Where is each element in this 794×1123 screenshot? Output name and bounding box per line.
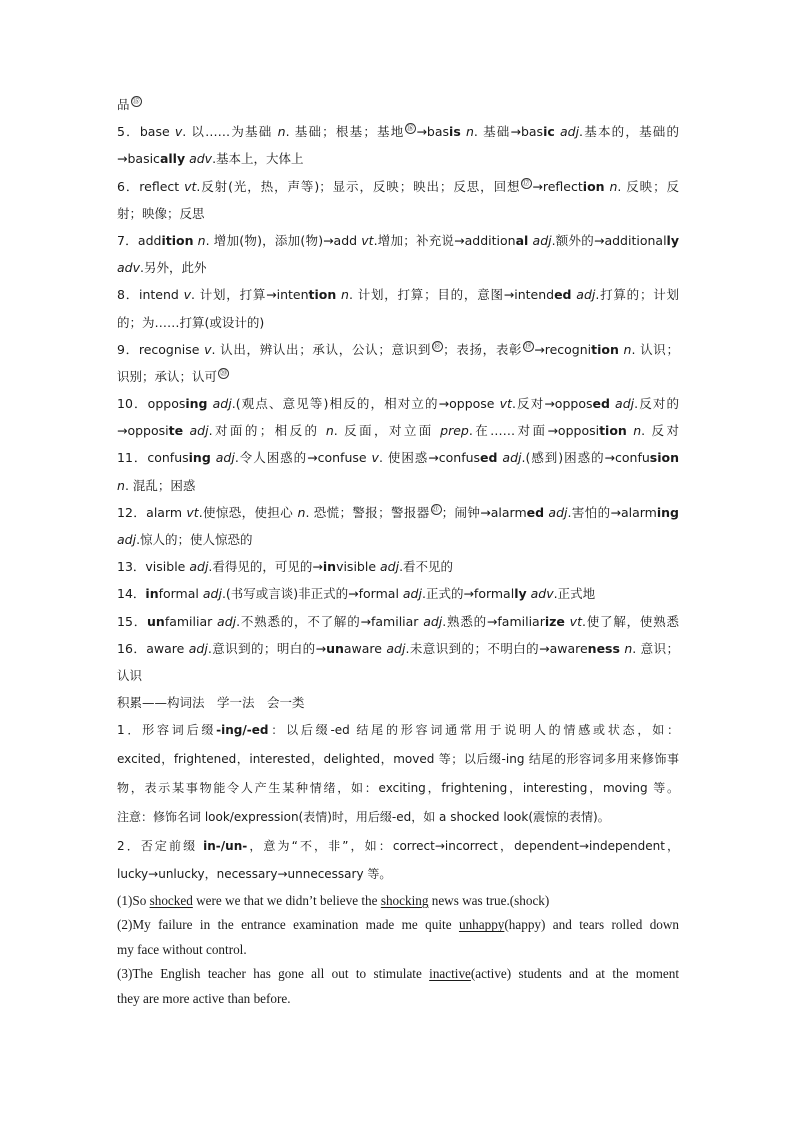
example-line: (2)My failure in the entrance examination made me quite unhappy(happy) and tears rolled down xyxy=(117,917,680,933)
circled-note-marker: ⑰ xyxy=(521,178,532,189)
circled-note-marker: ⑱ xyxy=(432,341,443,352)
pos-abbrev: n xyxy=(633,423,642,439)
pos-abbrev: adj xyxy=(548,504,568,520)
affix-bold: ly xyxy=(514,586,527,602)
pos-abbrev: adv xyxy=(530,586,554,602)
affix-bold: ness xyxy=(587,640,620,656)
pos-abbrev: v xyxy=(183,287,192,303)
affix-bold: un xyxy=(147,613,165,629)
vocab-line: 射；映像；反思 xyxy=(117,205,205,221)
example-sentences xyxy=(117,889,679,1011)
circled-note-marker: ㉑ xyxy=(431,504,442,515)
affix-bold: tion xyxy=(308,287,337,303)
vocab-line: 8．intend v. 计划，打算→intention n. 计划，打算；目的，意图→intended adj.打算的；计划 xyxy=(117,287,679,303)
pos-abbrev: vt xyxy=(361,232,374,248)
pos-abbrev: adj xyxy=(212,396,232,412)
rule-line: 物，表示某事物能令人产生某种情绪，如：exciting，frightening，interesting，moving 等。 xyxy=(117,780,679,795)
pos-abbrev: n xyxy=(624,640,633,656)
pos-abbrev: adj xyxy=(188,640,208,656)
affix-bold: ition xyxy=(161,232,194,248)
affix-bold: ed xyxy=(526,504,545,520)
circled-note-marker: ⑳ xyxy=(220,368,228,377)
pos-abbrev: adv xyxy=(189,151,213,167)
pos-abbrev: adj xyxy=(423,613,443,629)
pos-abbrev: adj xyxy=(189,423,209,439)
affix-bold: in-/un- xyxy=(203,838,248,853)
pos-abbrev: adj xyxy=(189,559,209,575)
vocab-line: 的；为……打算(或设计的) xyxy=(117,314,265,330)
rule-line: excited，frightened，interested，delighted，moved 等；以后缀-ing 结尾的形容词多用来修饰事 xyxy=(117,752,679,767)
section-heading: 积累——构词法 学一法 会一类 xyxy=(117,695,305,711)
circled-note-marker: ⑮ xyxy=(132,97,140,105)
vocab-line: →opposite adj.对面的；相反的 n. 反面，对立面 prep.在……对面→opposition n. 反对 xyxy=(117,423,679,439)
affix-bold: ly xyxy=(666,232,679,248)
vocab-line: 11．confusing adj.令人困惑的→confuse v. 使困惑→confused adj.(感到)困惑的→confusion xyxy=(117,450,679,466)
affix-bold: ed xyxy=(480,450,498,466)
rule-line: 1．形容词后缀-ing/-ed：以后缀-ed 结尾的形容词通常用于说明人的情感或状态，如： xyxy=(117,723,679,738)
vocab-line: 认识 xyxy=(117,667,143,683)
vocab-line: 9．recognise v. 认出，辨认出；承认，公认；意识到 ⑱ ；表扬，表彰 ⑲ →recognition n. 认识； xyxy=(117,341,679,357)
pos-abbrev: vt xyxy=(569,613,582,629)
pos-abbrev: n xyxy=(465,124,474,140)
pos-abbrev: adj xyxy=(117,532,137,547)
pos-abbrev: prep xyxy=(440,423,469,439)
pos-abbrev: adj xyxy=(559,124,580,140)
word-formation-rules xyxy=(117,716,679,889)
pos-abbrev: adj xyxy=(576,287,596,303)
vocab-line: 识别；承认；认可 ⑳ xyxy=(117,368,228,384)
vocab-line: 7．addition n. 增加(物)，添加(物)→add vt.增加；补充说→additional adj.额外的→additionally xyxy=(117,232,679,248)
affix-bold: sion xyxy=(649,450,679,466)
pos-abbrev: v xyxy=(371,450,379,466)
pos-abbrev: n xyxy=(341,287,349,303)
affix-bold: ize xyxy=(544,613,565,629)
affix-bold: al xyxy=(515,232,529,248)
vocab-line: →basically adv.基本上，大体上 xyxy=(117,151,304,167)
vocab-line: 16．aware adj.意识到的；明白的→unaware adj.未意识到的；不明白的→awareness n. 意识； xyxy=(117,640,679,656)
affix-bold: ed xyxy=(592,396,610,412)
affix-bold: un xyxy=(326,640,344,656)
pos-abbrev: adj xyxy=(615,396,635,412)
vocab-line: 12．alarm vt.使惊恐，使担心 n. 恐慌；警报；警报器 ㉑ ；闹钟→alarmed adj.害怕的→alarming xyxy=(117,504,679,520)
pos-abbrev: adj xyxy=(402,586,422,602)
affix-bold: -ing/-ed xyxy=(216,723,269,738)
pos-abbrev: n xyxy=(609,178,618,194)
answer-underlined: shocked xyxy=(149,893,193,909)
pos-abbrev: vt xyxy=(184,178,197,194)
affix-bold: tion xyxy=(591,341,619,357)
vocab-line: 10．opposing adj.(观点、意见等)相反的，相对立的→oppose vt.反对→opposed adj.反对的 xyxy=(117,396,679,412)
example-line: (3)The English teacher has gone all out to stimulate inactive(active) students and at the moment xyxy=(117,966,679,982)
pos-abbrev: vt xyxy=(186,504,199,520)
affix-bold: ed xyxy=(554,287,572,303)
pos-abbrev: n xyxy=(297,504,306,520)
circled-note-marker: ⑯ xyxy=(405,123,416,134)
vocab-line: 5．base v. 以……为基础 n. 基础；根基；基地 ⑯ →basis n. 基础→basic adj.基本的，基础的 xyxy=(117,124,679,140)
rule-line: lucky→unlucky，necessary→unnecessary 等。 xyxy=(117,867,392,882)
answer-underlined: shocking xyxy=(380,893,429,909)
vocab-line: 15．unfamiliar adj.不熟悉的，不了解的→familiar adj.熟悉的→familiarize vt.使了解，使熟悉 xyxy=(117,613,679,629)
pos-abbrev: adj xyxy=(380,559,400,575)
pos-abbrev: adj xyxy=(502,450,522,466)
pos-abbrev: n xyxy=(623,341,632,357)
pos-abbrev: adv xyxy=(117,260,140,276)
vocab-line: n. 混乱；困惑 xyxy=(117,477,196,493)
vocab-line: 14．informal adj.(书写或言谈)非正式的→formal adj.正式的→formally adv.正式地 xyxy=(117,586,596,602)
affix-bold: ally xyxy=(159,151,186,167)
affix-bold: in xyxy=(322,559,337,575)
answer-underlined: unhappy xyxy=(458,917,505,933)
affix-bold: is xyxy=(449,124,461,140)
example-line: they are more active than before. xyxy=(117,990,291,1006)
vocab-line: 品 ⑮ xyxy=(117,97,140,112)
affix-bold: tion xyxy=(599,423,627,439)
affix-bold: ic xyxy=(543,124,555,140)
vocabulary-list xyxy=(117,91,679,689)
document-page xyxy=(117,91,679,1011)
affix-bold: te xyxy=(168,423,184,439)
pos-abbrev: v xyxy=(174,124,183,140)
pos-abbrev: adj xyxy=(202,586,222,602)
affix-bold: ing xyxy=(185,396,208,412)
answer-underlined: inactive xyxy=(429,966,471,982)
vocab-line: 13．visible adj.看得见的，可见的→invisible adj.看不见的 xyxy=(117,559,454,575)
circled-note-marker: ⑲ xyxy=(523,341,534,352)
pos-abbrev: n xyxy=(197,232,206,248)
example-line: (1)So shocked were we that we didn’t believe the shocking news was true.(shock) xyxy=(117,893,550,909)
pos-abbrev: n xyxy=(117,477,125,493)
vocab-line: adj.惊人的；使人惊恐的 xyxy=(117,532,253,547)
vocab-line: 6．reflect vt.反射(光，热，声等)；显示，反映；映出；反思，回想 ⑰ →reflection n. 反映；反 xyxy=(117,178,679,194)
affix-bold: in xyxy=(145,586,159,602)
affix-bold: ion xyxy=(582,178,605,194)
affix-bold: ing xyxy=(188,450,211,466)
pos-abbrev: vt xyxy=(499,396,512,412)
pos-abbrev: adj xyxy=(386,640,406,656)
pos-abbrev: adj xyxy=(217,613,237,629)
rule-line: 2．否定前缀 in-/un-，意为“不，非”，如：correct→incorrect，dependent→independent， xyxy=(117,838,679,853)
pos-abbrev: v xyxy=(204,341,212,357)
example-line: my face without control. xyxy=(117,941,247,957)
rule-line: 注意：修饰名词 look/expression(表情)时，用后缀-ed，如 a shocked look(震惊的表情)。 xyxy=(117,809,610,824)
affix-bold: ing xyxy=(656,504,679,520)
pos-abbrev: n xyxy=(277,124,286,140)
pos-abbrev: n xyxy=(325,423,334,439)
vocab-line: adv.另外，此外 xyxy=(117,260,207,276)
pos-abbrev: adj xyxy=(215,450,235,466)
pos-abbrev: adj xyxy=(532,232,552,248)
